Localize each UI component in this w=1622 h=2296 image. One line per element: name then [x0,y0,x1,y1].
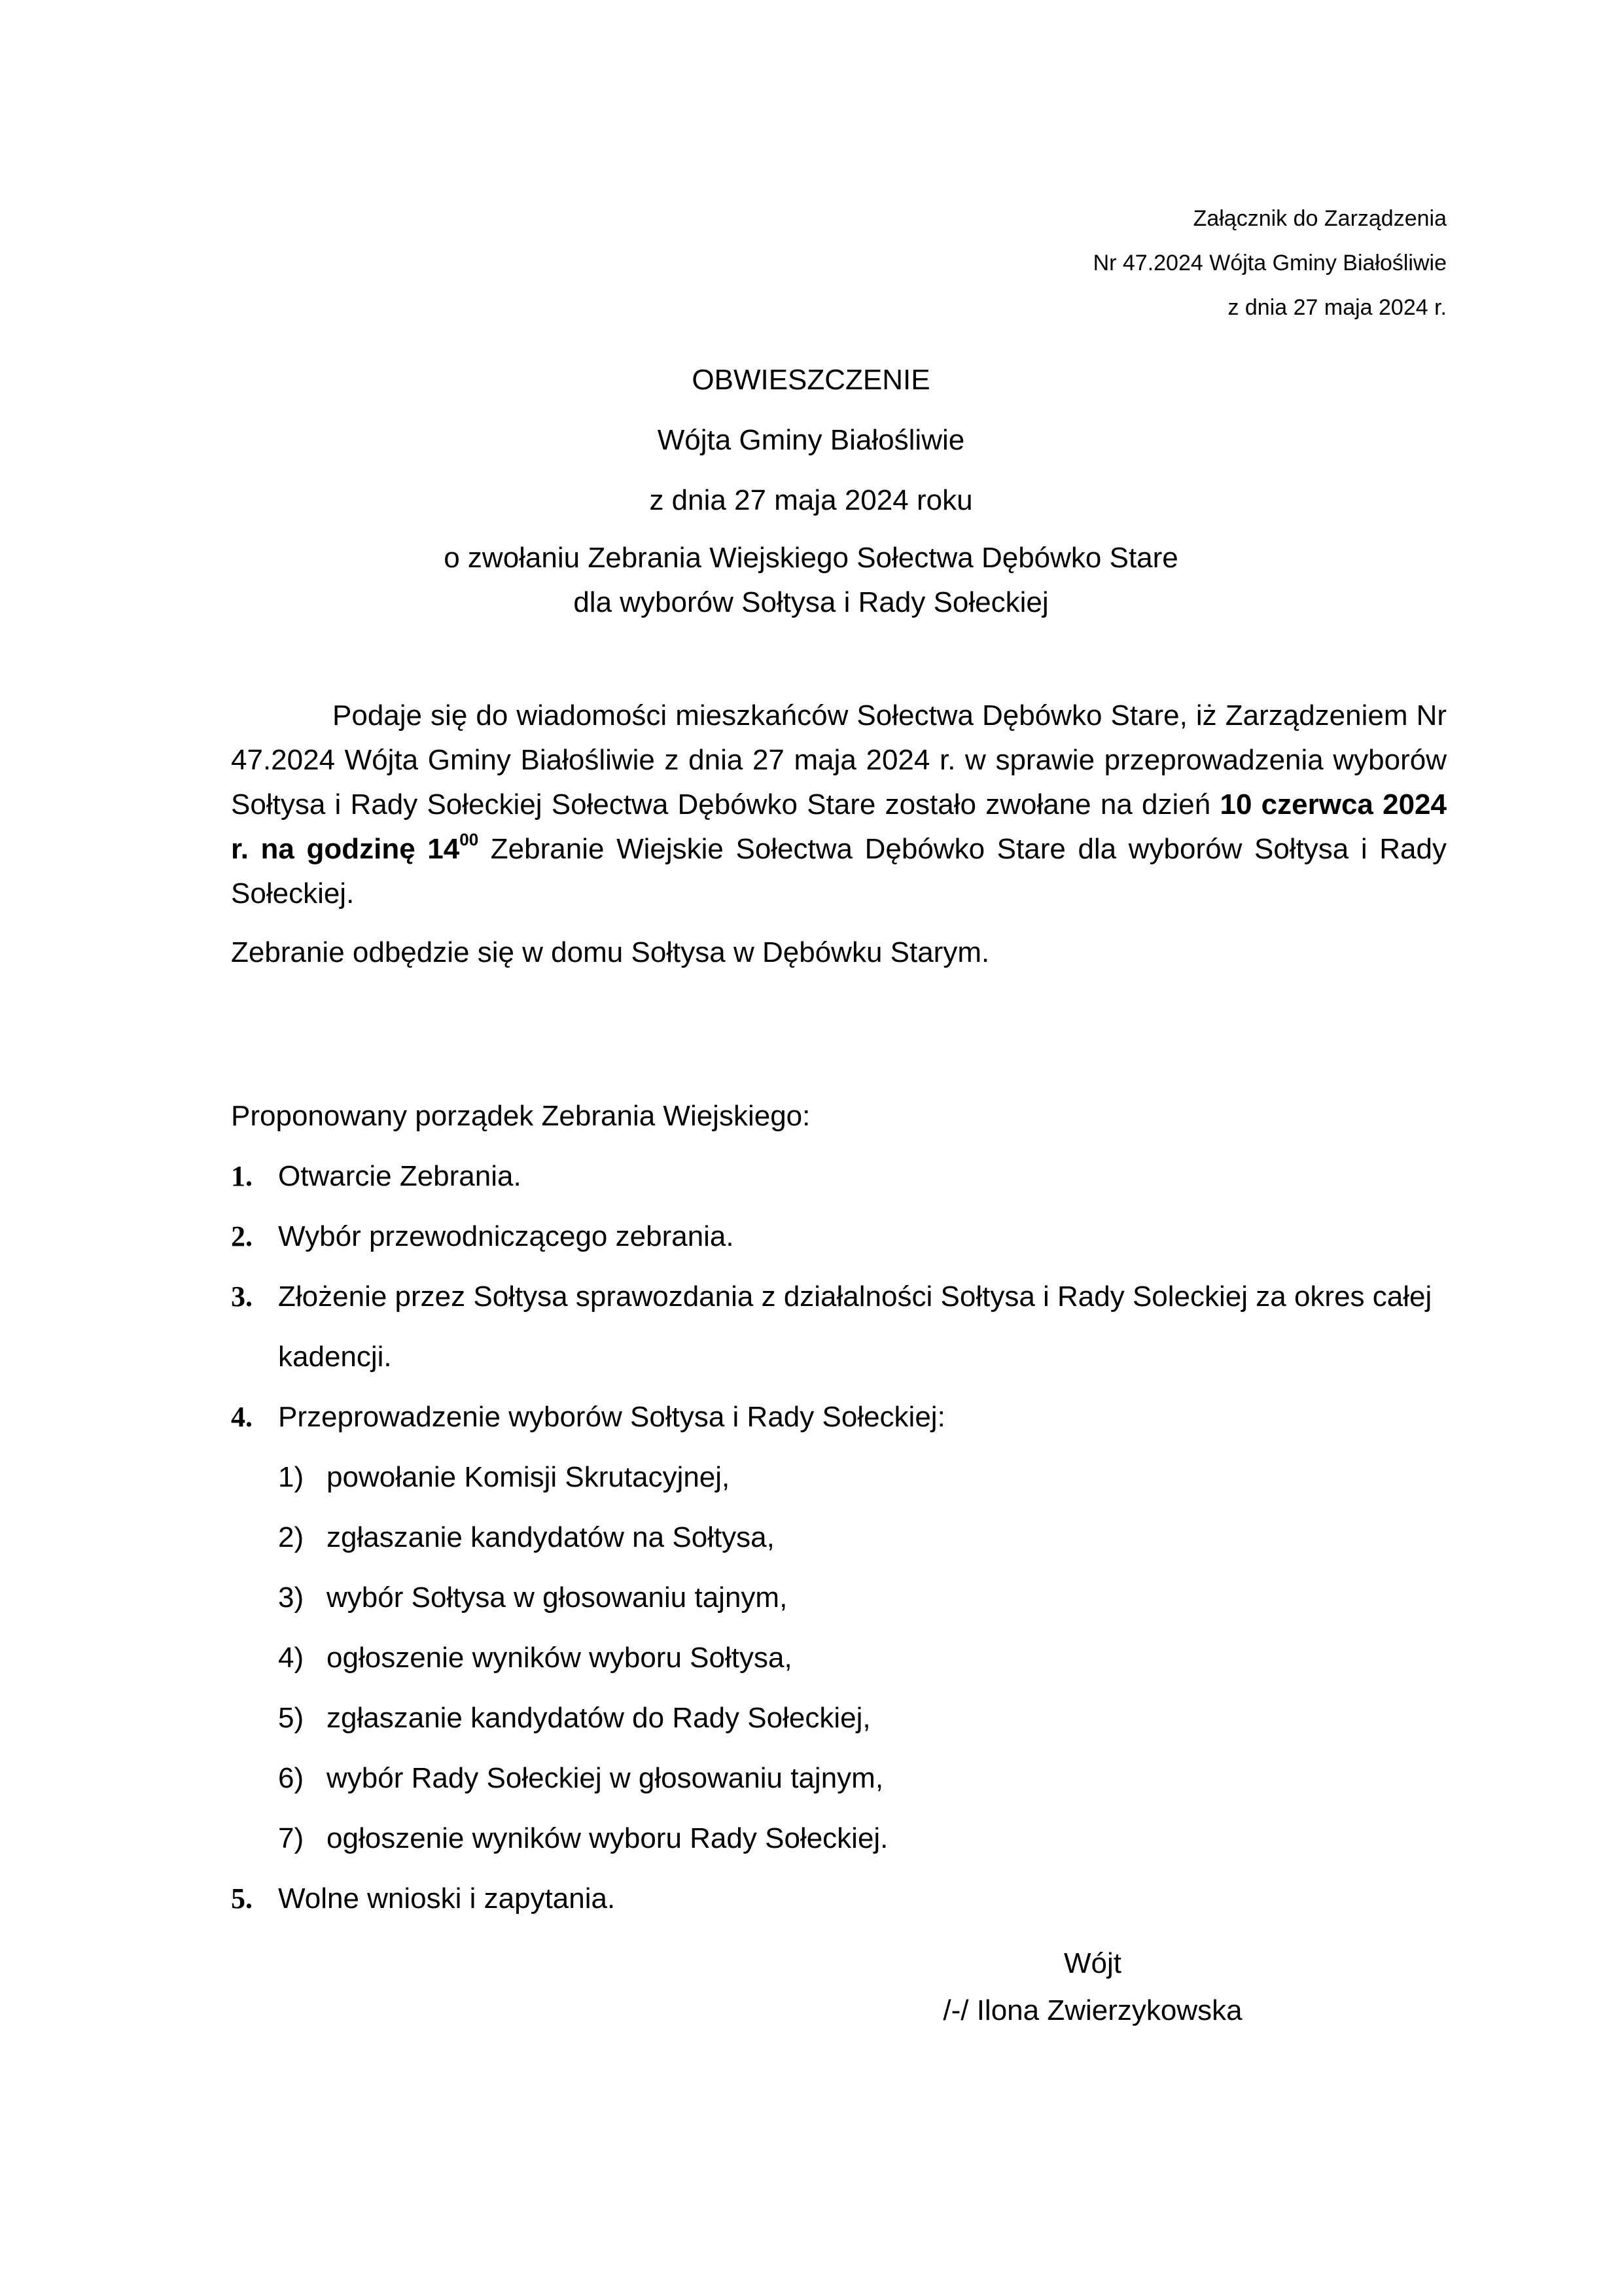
subitem-text: ogłoszenie wyników wyboru Sołtysa, [326,1642,792,1674]
issuer: Wójta Gminy Białośliwie [657,424,965,456]
attachment-note [1093,196,1447,330]
agenda-item [231,1146,1474,1207]
agenda-item [231,1869,1474,1929]
agenda-subitem [231,1508,1474,1568]
meeting-date: 10 czerwca 2024 r. na godzinę $14^{00}$ [231,788,1447,865]
agenda [231,1086,1474,1929]
subject-line-1: o zwołaniu Zebrania Wiejskiego Sołectwa Dębówko Stare [444,542,1178,574]
meeting-time-minutes: 00 [459,830,479,849]
intro-paragraph [231,694,1447,916]
attachment-line-1: Załącznik do Zarządzenia [1193,206,1447,231]
agenda-item-text: Wybór przewodniczącego zebrania. [278,1220,734,1252]
agenda-item-number: 3. [231,1280,253,1313]
agenda-subitem [231,1688,1474,1748]
signature-name: /-/ Ilona Zwierzykowska [943,1994,1243,2026]
agenda-item-number: 4. [231,1401,253,1433]
agenda-item-number: 5. [231,1882,253,1915]
document-heading [0,350,1622,625]
agenda-subitem [231,1568,1474,1628]
agenda-subitem [231,1748,1474,1809]
document-title: OBWIESZCZENIE [692,364,930,396]
intro-text: Podaje się do wiadomości mieszkańców Sołectwa Dębówko Stare, iż Zarządzeniem Nr 47.2024 Wójta Gminy Białośliwie z dnia 27 maja 2024 r. w sprawie przeprowadzenia wyborów Sołtysa i Rady Sołeckiej Sołectwa Dębówko Stare zostało zwołane na dzień [231,699,1447,821]
subitem-text: zgłaszanie kandydatów na Sołtysa, [326,1521,775,1553]
subitem-number: 2) [278,1521,304,1553]
agenda-item-text: Złożenie przez Sołtysa sprawozdania z działalności Sołtysa i Rady Soleckiej za okres całej [278,1280,1432,1313]
signature-block [929,1940,1256,2034]
agenda-subitem [231,1809,1474,1869]
subitem-text: powołanie Komisji Skrutacyjnej, [326,1461,730,1493]
subject-line-2: dla wyborów Sołtysa i Rady Sołeckiej [573,586,1049,618]
announcement-body [231,694,1447,975]
agenda-item [231,1207,1474,1267]
agenda-subitem [231,1447,1474,1508]
subitem-number: 6) [278,1762,304,1794]
subitem-number: 1) [278,1461,304,1493]
heading-date: z dnia 27 maja 2024 roku [649,484,973,516]
agenda-title: Proponowany porządek Zebrania Wiejskiego: [231,1100,811,1132]
agenda-item [231,1387,1474,1447]
agenda-item-text: Wolne wnioski i zapytania. [278,1882,616,1915]
subitem-text: wybór Sołtysa w głosowaniu tajnym, [326,1581,788,1614]
subitem-text: wybór Rady Sołeckiej w głosowaniu tajnym, [326,1762,884,1794]
signature-role: Wójt [1064,1947,1121,1979]
subitem-number: 3) [278,1581,304,1614]
attachment-line-3: z dnia 27 maja 2024 r. [1227,295,1447,320]
subitem-number: 4) [278,1642,304,1674]
agenda-item-text: Przeprowadzenie wyborów Sołtysa i Rady Sołeckiej: [278,1401,945,1433]
agenda-subitem [231,1628,1474,1688]
intro-end: Zebranie Wiejskie Sołectwa Dębówko Stare dla wyborów Sołtysa i Rady Sołeckiej. [231,833,1447,910]
meeting-place: Zebranie odbędzie się w domu Sołtysa w Dębówku Starym. [231,936,990,968]
subitem-number: 5) [278,1702,304,1734]
subitem-text: ogłoszenie wyników wyboru Rady Sołeckiej. [326,1822,889,1854]
agenda-item [231,1267,1474,1387]
agenda-item-number: 1. [231,1160,253,1192]
agenda-item-text: Otwarcie Zebrania. [278,1160,521,1192]
agenda-item-number: 2. [231,1220,253,1252]
attachment-line-2: Nr 47.2024 Wójta Gminy Białośliwie [1093,251,1447,275]
agenda-item-continuation: kadencji. [278,1341,392,1373]
subitem-text: zgłaszanie kandydatów do Rady Sołeckiej, [326,1702,871,1734]
subitem-number: 7) [278,1822,304,1854]
